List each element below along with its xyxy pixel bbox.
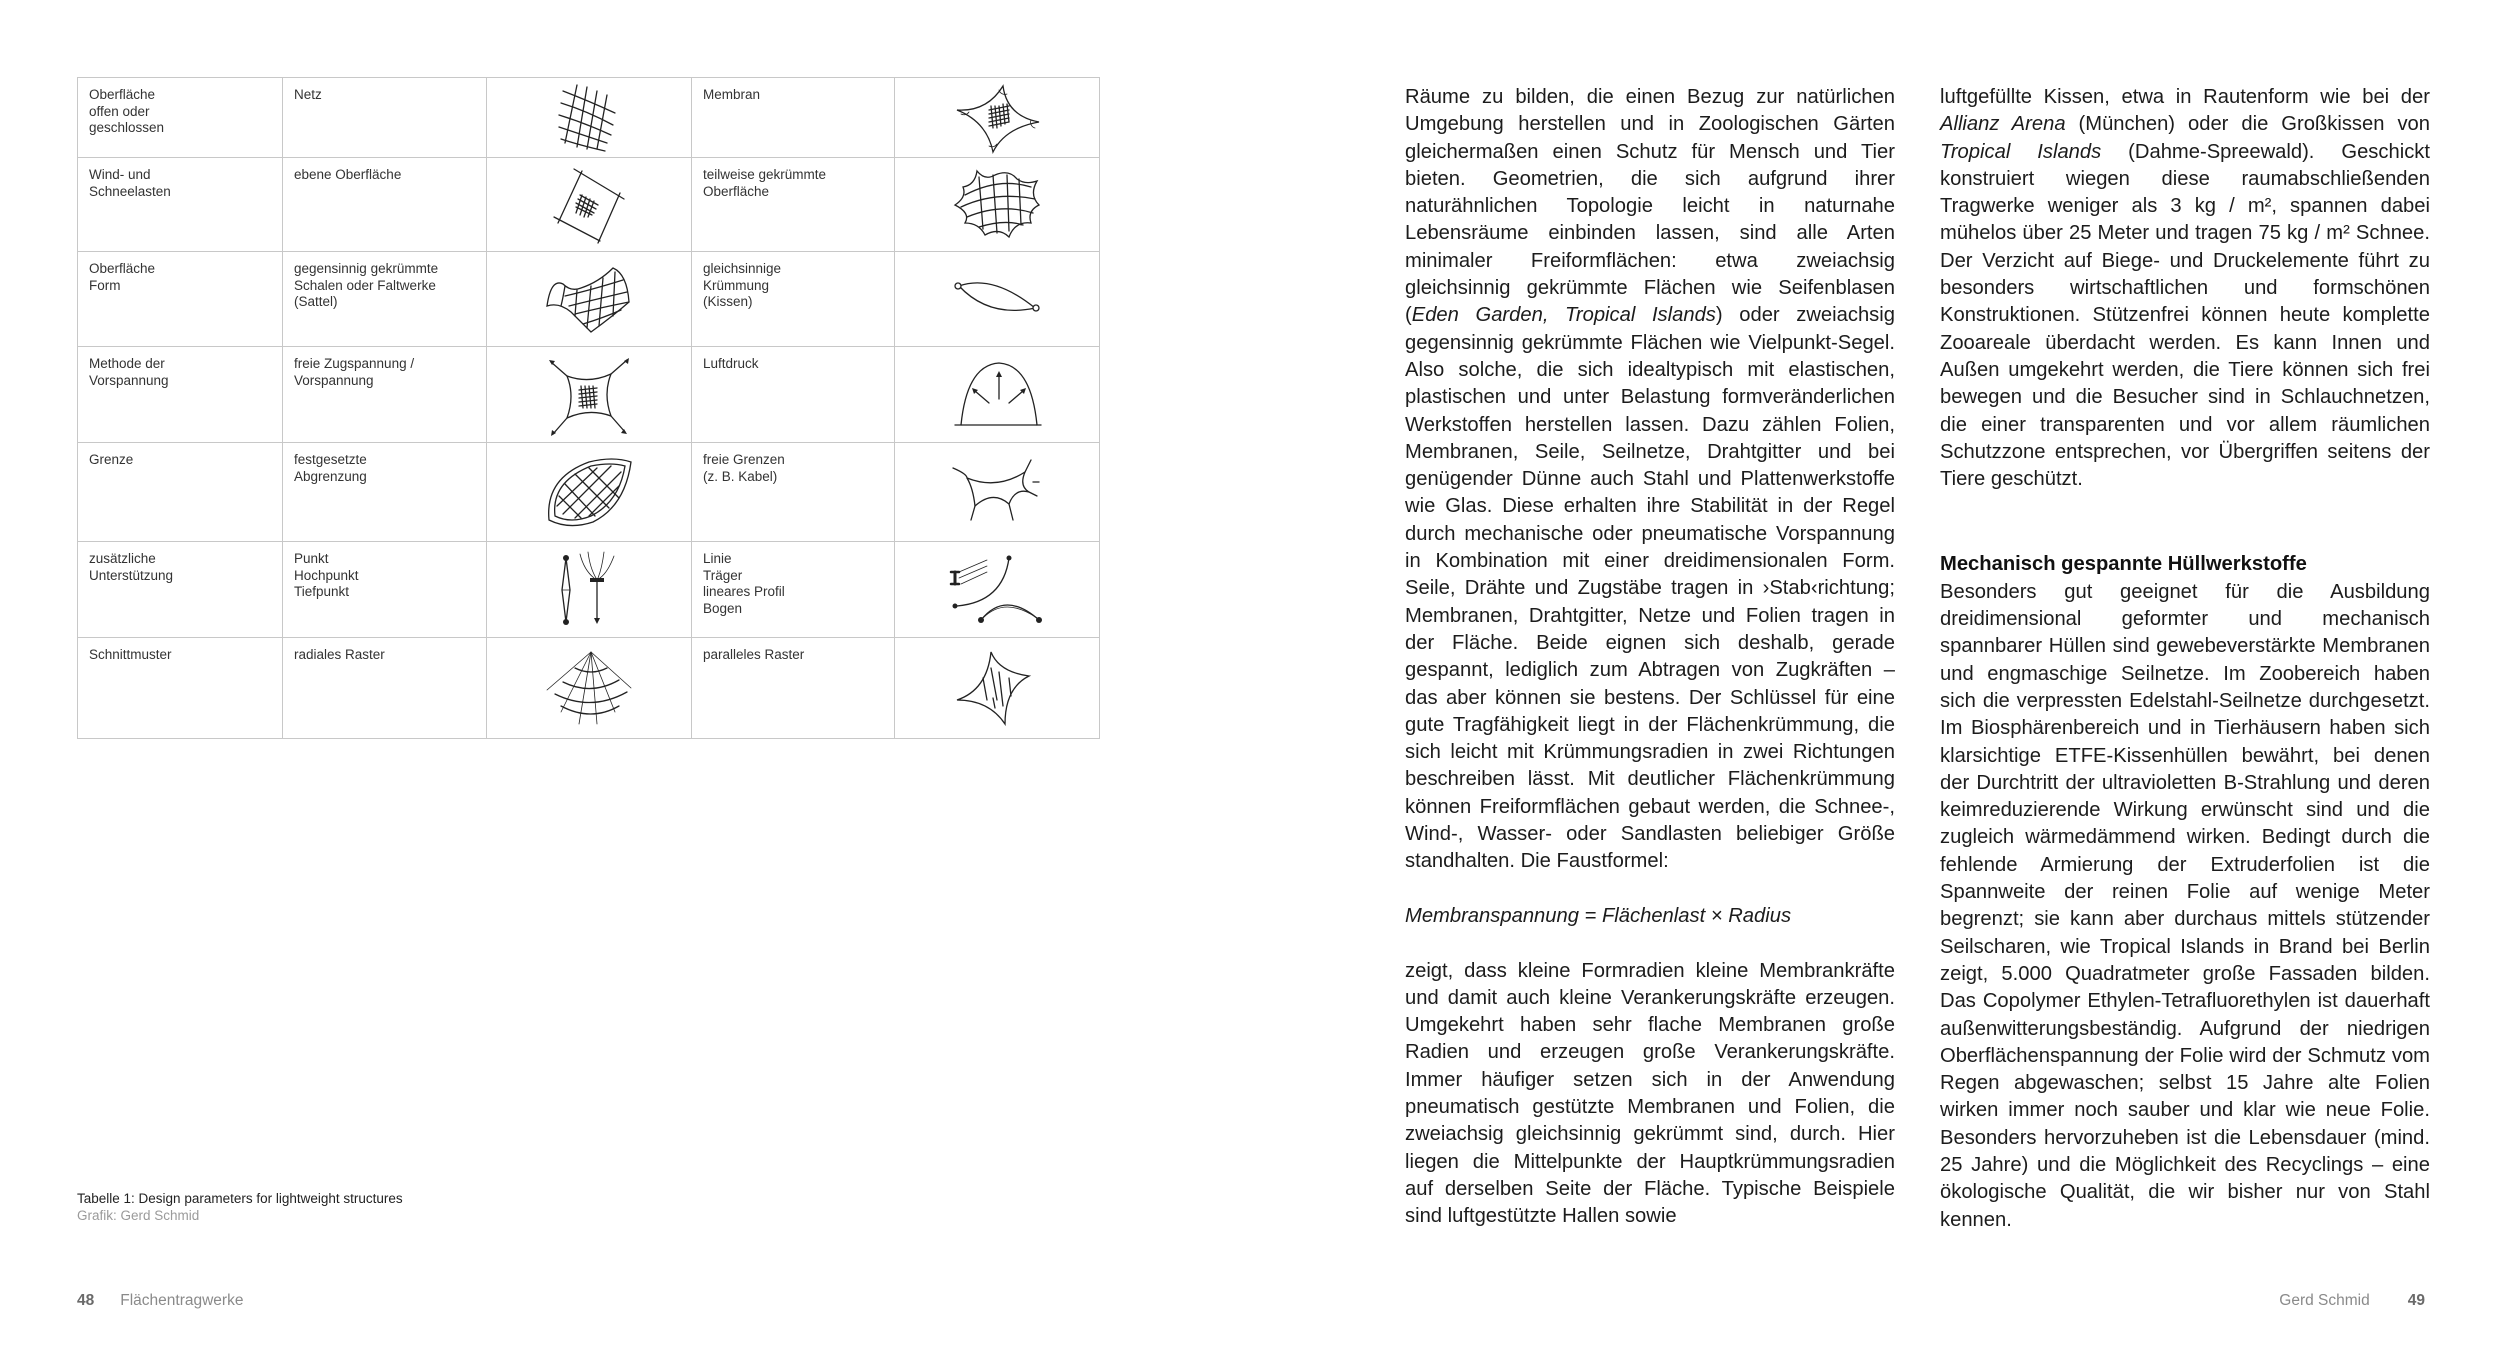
icon-a-cell	[487, 542, 692, 638]
option-b-cell	[692, 638, 895, 739]
cell-text: Krümmung	[703, 277, 770, 293]
tension-arrows-icon	[539, 350, 639, 440]
table-row	[78, 638, 1100, 739]
cell-text: Vorspannung	[294, 372, 374, 388]
cell-text: Vorspannung	[89, 372, 169, 388]
page-number: 49	[2407, 1292, 2425, 1309]
cell-text: paralleles Raster	[703, 647, 805, 662]
icon-a-cell	[487, 638, 692, 739]
cell-text: freie Zugspannung /	[294, 356, 415, 371]
cell-text: geschlossen	[89, 120, 165, 135]
cell-text: Membran	[703, 87, 761, 102]
italic-run: Eden Garden, Tropical Islands	[1411, 304, 1716, 327]
icon-a-cell	[487, 158, 692, 252]
cell-text: Schneelasten	[89, 183, 171, 199]
text-column-2	[1940, 84, 2430, 1234]
text-run: ) oder zweiachsig gegensinnig gekrümmte Flächen wie Vielpunkt-Segel. Also solche, die sich idealtypisch mit elastischen, plastischen und unter Belastung formveränderlichen Werkstoffen herstellen lassen. Dazu zählen Folien, Membranen, Seile, Seilnetze, Drahtgitter und bei genügender Dünne auch Stahl und Plattenwerkstoffe wie Glas. Diese erhalten ihre Stabilität in der Regel durch mechanische oder pneumatische Vorspannung in Kombination mit einer dreidimensionalen Form. Seile, Drähte und Zugstäbe tragen in ›Stab‹richtung; Membranen, Drahtgitter, Netze und Folien tragen in der Fläche. Beide eignen sich deshalb, gerade gespannt, lediglich zum Abtragen von Zugkräften – das aber können sie bestens. Der Schlüssel für eine gute Tragfähigkeit liegt in der Flächenkrümmung, die sich leicht mit Krümmungsradien in zwei Richtungen beschreiben lässt. Mit deutlicher Flächenkrümmung können Freiformflächen gebaut werden, die Schnee-, Wind-, Wasser- oder Sandlasten beliebiger Größe standhalten. Die Faustformel:	[1405, 304, 1895, 873]
cell-text: ebene Oberfläche	[294, 167, 402, 182]
table-row	[78, 542, 1100, 638]
text-run: luftgefüllte Kissen, etwa in Rautenform wie bei der	[1940, 86, 2430, 108]
cell-text: Oberfläche	[89, 261, 156, 276]
cell-text: Oberfläche	[703, 183, 770, 199]
cell-text: Netz	[294, 87, 322, 102]
option-a-cell	[283, 78, 487, 158]
parameter-cell	[78, 542, 283, 638]
point-support-icon	[544, 550, 634, 630]
cell-text: Form	[89, 277, 121, 293]
cell-text: gegensinnig gekrümmte	[294, 261, 439, 276]
cell-text: teilweise gekrümmte	[703, 167, 827, 182]
table-row	[78, 347, 1100, 443]
parameter-cell	[78, 443, 283, 542]
caption-credit: Grafik: Gerd Schmid	[77, 1208, 200, 1223]
cell-text: Grenze	[89, 452, 134, 467]
table-row	[78, 158, 1100, 252]
text-run: (Dahme-Spreewald). Geschickt konstruiert wiegen diese raumabschließenden Tragwerke weniger als 3 kg / m², spannen dabei mühelos über 25 Meter und tragen 75 kg / m² Schnee. Der Verzicht auf Biege- und Druckelemente führt zu besonders wirtschaftlichen und formschönen Konstruktionen. Stützenfrei können heute komplette Zooareale überdacht werden. Es kann Innen und Außen umgekehrt werden, die Tiere können sich frei bewegen und die Besucher sind in Schlauchnetzen, die einer transparenten und vor allem räumlichen Schutzzone entsprechen, vor Übergriffen seitens der Tiere geschützt.	[1940, 140, 2430, 491]
right-page	[1250, 0, 2500, 1369]
text-run: Räume zu bilden, die einen Bezug zur natürlichen Umgebung herstellen und in Zoologischen Gärten gleichermaßen einen Schutz für Mensch und Tier bieten. Geometrien, die sich aufgrund ihrer naturähnlichen Topologie leicht in naturnahe Lebensräume einbinden lassen, sind alle Arten minimaler Freiformflächen: etwa zweiachsig gleichsinnig gekrümmte Flächen wie Seifenblasen (	[1405, 86, 1895, 327]
icon-a-cell	[487, 347, 692, 443]
flat-surface-icon	[544, 165, 634, 245]
option-a-cell	[283, 542, 487, 638]
cell-text: (Sattel)	[294, 294, 338, 309]
paragraph: zeigt, dass kleine Formradien kleine Membrankräfte und damit auch kleine Verankerungskräfte erzeugen. Umgekehrt haben sehr flache Membranen große Radien und erzeugen große Verankerungskräfte. Immer häufiger setzen sich in der Anwendung pneumatisch gestützte Membranen und Folien, die zweiachsig gleichsinnig gekrümmt sind, durch. Hier liegen die Mittelpunkte der Hauptkrümmungsradien auf derselben Seite der Fläche. Typische Beispiele sind luftgestützte Hallen sowie	[1405, 959, 1895, 1228]
design-parameters-table	[77, 77, 1100, 739]
partially-curved-surface-icon	[949, 165, 1045, 245]
caption-title: Tabelle 1: Design parameters for lightweight structures	[77, 1191, 403, 1206]
cell-text: (z. B. Kabel)	[703, 468, 778, 484]
cell-text: Linie	[703, 551, 732, 566]
line-support-icon	[947, 550, 1047, 630]
cell-text: Methode der	[89, 356, 165, 371]
cell-text: radiales Raster	[294, 647, 385, 662]
saddle-surface-icon	[541, 262, 637, 336]
cell-text: Unterstützung	[89, 567, 174, 583]
membrane-icon	[947, 82, 1047, 154]
icon-b-cell	[895, 347, 1100, 443]
table-row	[78, 443, 1100, 542]
paragraph	[1405, 84, 1895, 876]
text-run: (München) oder die Großkissen von	[2065, 113, 2430, 136]
parameter-cell	[78, 158, 283, 252]
icon-b-cell	[895, 542, 1100, 638]
option-a-cell	[283, 638, 487, 739]
option-a-cell	[283, 158, 487, 252]
paragraph	[1940, 84, 2430, 493]
section-heading: Mechanisch gespannte Hüllwerkstoffe	[1940, 553, 2307, 576]
parameter-cell	[78, 638, 283, 739]
icon-b-cell	[895, 638, 1100, 739]
cell-text: Wind- und	[89, 167, 151, 182]
cell-text: Bogen	[703, 600, 743, 616]
fixed-boundary-icon	[541, 454, 637, 530]
icon-a-cell	[487, 443, 692, 542]
option-b-cell	[692, 78, 895, 158]
running-title: Gerd Schmid	[2279, 1292, 2370, 1309]
air-pressure-dome-icon	[947, 355, 1047, 435]
cell-text: lineares Profil	[703, 584, 785, 599]
cell-text: Abgrenzung	[294, 468, 367, 484]
parameter-cell	[78, 78, 283, 158]
cell-text: Schnittmuster	[89, 647, 172, 662]
option-a-cell	[283, 443, 487, 542]
page-number: 48	[77, 1292, 95, 1309]
option-b-cell	[692, 158, 895, 252]
cell-text: festgesetzte	[294, 452, 367, 467]
cell-text: Luftdruck	[703, 356, 759, 371]
option-a-cell	[283, 347, 487, 443]
cushion-icon	[949, 274, 1045, 324]
icon-b-cell	[895, 443, 1100, 542]
cell-text: Tiefpunkt	[294, 584, 350, 599]
option-b-cell	[692, 443, 895, 542]
icon-b-cell	[895, 252, 1100, 347]
italic-run: Allianz Arena	[1940, 113, 2066, 136]
parameter-cell	[78, 347, 283, 443]
parallel-grid-icon	[949, 648, 1045, 728]
table-row	[78, 78, 1100, 158]
text-column-1	[1405, 84, 1895, 1230]
parameter-cell	[78, 252, 283, 347]
spacer	[1405, 930, 1895, 957]
cell-text: freie Grenzen	[703, 452, 785, 467]
option-a-cell	[283, 252, 487, 347]
cell-text: Träger	[703, 567, 743, 583]
formula: Membranspannung = Flächenlast × Radius	[1405, 904, 1792, 927]
net-grid-icon	[549, 83, 629, 153]
cell-text: offen oder	[89, 103, 150, 119]
table-caption	[77, 1190, 403, 1224]
icon-a-cell	[487, 78, 692, 158]
cell-text: zusätzliche	[89, 551, 156, 566]
left-footer	[77, 1292, 243, 1310]
icon-b-cell	[895, 158, 1100, 252]
cell-text: Schalen oder Faltwerke	[294, 277, 436, 293]
cell-text: Punkt	[294, 551, 329, 566]
option-b-cell	[692, 252, 895, 347]
option-b-cell	[692, 542, 895, 638]
cell-text: Oberfläche	[89, 87, 156, 102]
table-row	[78, 252, 1100, 347]
running-title: Flächentragwerke	[120, 1292, 244, 1309]
icon-b-cell	[895, 78, 1100, 158]
radial-grid-icon	[539, 648, 639, 728]
right-footer	[2279, 1292, 2425, 1310]
cell-text: gleichsinnige	[703, 261, 782, 276]
option-b-cell	[692, 347, 895, 443]
cell-text: (Kissen)	[703, 294, 753, 309]
cell-text: Hochpunkt	[294, 567, 359, 583]
spacer	[1405, 876, 1895, 903]
paragraph: Besonders gut geeignet für die Ausbildung dreidimensional geformter und mechanisch spannbarer Hüllen sind gewebeverstärkte Membranen und engmaschige Seilnetze. Im Zoobereich haben sich die verpressten Edelstahl-Seilnetze durchgesetzt. Im Biosphärenbereich und in Tierhäusern haben sich klarsichtige ETFE-Kissenhüllen bewährt, bei denen der Durchtritt der ultravioletten B-Strahlung und deren keimreduzierende Wirkung erwünscht sind und die zugleich wärmedämmend wirken. Bedingt durch die fehlende Armierung der Extruderfolien ist die Spannweite der reinen Folie auf wenige Meter begrenzt; sie kann aber durchaus mittels stützender Seilscharen, wie Tropical Islands in Brand bei Berlin zeigt, 5.000 Quadratmeter große Fassaden bilden. Das Copolymer Ethylen-Tetrafluorethylen ist dauerhaft außenwitterungsbeständig. Aufgrund der niedrigen Oberflächenspannung der Folie wird der Schmutz vom Regen abgewaschen; selbst 15 Jahre alte Folien wirken immer noch sauber und klar wie neue Folie. Besonders hervorzuheben ist die Lebensdauer (mind. 25 Jahre) und die Möglichkeit des Recyclings – eine ökologische Qualität, die wir bisher nur von Stahl kennen.	[1940, 580, 2430, 1231]
spacer	[1940, 493, 2430, 551]
free-boundary-cable-icon	[947, 454, 1047, 530]
italic-run: Tropical Islands	[1940, 140, 2102, 163]
icon-a-cell	[487, 252, 692, 347]
